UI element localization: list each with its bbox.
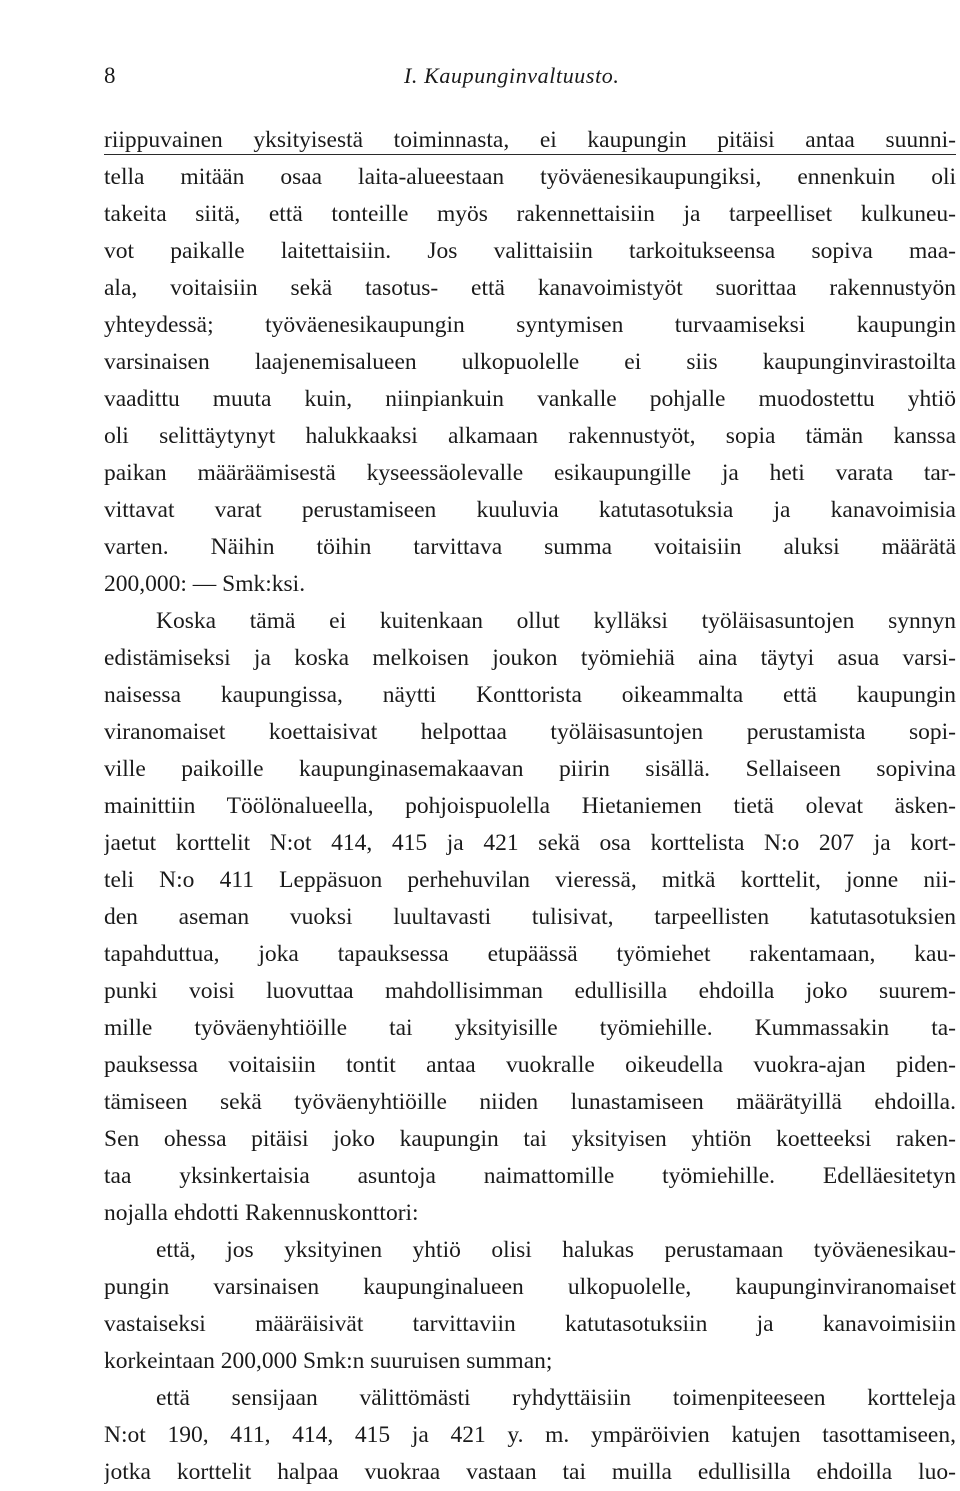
text-line: jotka korttelit halpaa vuokraa vastaan tai muilla edullisilla ehdoilla luo- (104, 1459, 956, 1485)
text-line: den aseman vuoksi luultavasti tulisivat, tarpeellisten katutasotuksien (104, 904, 956, 930)
text-line: korkeintaan 200,000 Smk:n suuruisen summan; (104, 1348, 553, 1374)
paragraph-start-line: että, jos yksityinen yhtiö olisi halukas perustamaan työväenesikau- (156, 1237, 956, 1263)
body-text (104, 122, 956, 1491)
text-line: naisessa kaupungissa, näytti Konttorista oikeammalta että kaupungin (104, 682, 956, 708)
text-line: varten. Näihin töihin tarvittava summa voitaisiin aluksi määrätä (104, 534, 956, 560)
section-title: I. Kaupunginvaltuusto. (404, 63, 620, 88)
text-line: mille työväenyhtiöille tai yksityisille työmiehille. Kummassakin ta- (104, 1015, 956, 1041)
text-line: 200,000: — Smk:ksi. (104, 571, 306, 597)
text-line: viranomaiset koettaisivat helpottaa työläisasuntojen perustamista sopi- (104, 719, 956, 745)
text-line: vaadittu muuta kuin, niinpiankuin vankalle pohjalle muodostettu yhtiö (104, 386, 956, 412)
text-line: vastaiseksi määräisivät tarvittaviin katutasotuksiin ja kanavoimisiin (104, 1311, 956, 1337)
text-line: Sen ohessa pitäisi joko kaupungin tai yksityisen yhtiön koetteeksi raken- (104, 1126, 956, 1152)
running-header (104, 60, 956, 92)
text-line: ala, voitaisiin sekä tasotus- että kanavoimistyöt suorittaa rakennustyön (104, 275, 956, 301)
text-line: tella mitään osaa laita-alueestaan työväenesikaupungiksi, ennenkuin oli (104, 164, 956, 190)
text-line: yhteydessä; työväenesikaupungin syntymisen turvaamiseksi kaupungin (104, 312, 956, 338)
text-line: punki voisi luovuttaa mahdollisimman edullisilla ehdoilla joko suurem- (104, 978, 956, 1004)
text-line: tämiseen sekä työväenyhtiöille niiden lunastamiseen määrätyillä ehdoilla. (104, 1089, 956, 1115)
text-line: takeita siitä, että tonteille myös rakennettaisiin ja tarpeelliset kulkuneu- (104, 201, 956, 227)
paragraph-start-line: että sensijaan välittömästi ryhdyttäisiin toimenpiteeseen kortteleja (156, 1385, 956, 1411)
text-line: mainittiin Töölönalueella, pohjoispuolella Hietaniemen tietä olevat äsken- (104, 793, 956, 819)
text-line: riippuvainen yksityisestä toiminnasta, ei kaupungin pitäisi antaa suunni- (104, 127, 956, 153)
text-line: pauksessa voitaisiin tontit antaa vuokralle oikeudella vuokra-ajan piden- (104, 1052, 956, 1078)
text-line: tapahduttua, joka tapauksessa etupäässä työmiehet rakentamaan, kau- (104, 941, 956, 967)
text-line: vittavat varat perustamiseen kuuluvia katutasotuksia ja kanavoimisia (104, 497, 956, 523)
text-line: oli selittäytynyt halukkaaksi alkamaan rakennustyöt, sopia tämän kanssa (104, 423, 956, 449)
text-line: nojalla ehdotti Rakennuskonttori: (104, 1200, 419, 1226)
text-line: taa yksinkertaisia asuntoja naimattomille työmiehille. Edelläesitetyn (104, 1163, 956, 1189)
text-line: edistämiseksi ja koska melkoisen joukon työmiehiä aina täytyi asua varsi- (104, 645, 956, 671)
page-number: 8 (104, 63, 116, 88)
text-line: paikan määräämisestä kyseessäolevalle esikaupungille ja heti varata tar- (104, 460, 956, 486)
text-line: jaetut korttelit N:ot 414, 415 ja 421 sekä osa korttelista N:o 207 ja kort- (104, 830, 956, 856)
paragraph-start-line: Koska tämä ei kuitenkaan ollut kylläksi työläisasuntojen synnyn (156, 608, 956, 634)
text-line: pungin varsinaisen kaupunginalueen ulkopuolelle, kaupunginviranomaiset (104, 1274, 956, 1300)
text-line: ville paikoille kaupunginasemakaavan piirin sisällä. Sellaiseen sopivina (104, 756, 956, 782)
text-line: teli N:o 411 Leppäsuon perhehuvilan vieressä, mitkä korttelit, jonne nii- (104, 867, 956, 893)
text-line: vot paikalle laitettaisiin. Jos valittaisiin tarkoitukseensa sopiva maa- (104, 238, 956, 264)
text-line: N:ot 190, 411, 414, 415 ja 421 y. m. ympäröivien katujen tasottamiseen, (104, 1422, 956, 1448)
text-line: varsinaisen laajenemisalueen ulkopuolelle ei siis kaupunginvirastoilta (104, 349, 956, 375)
